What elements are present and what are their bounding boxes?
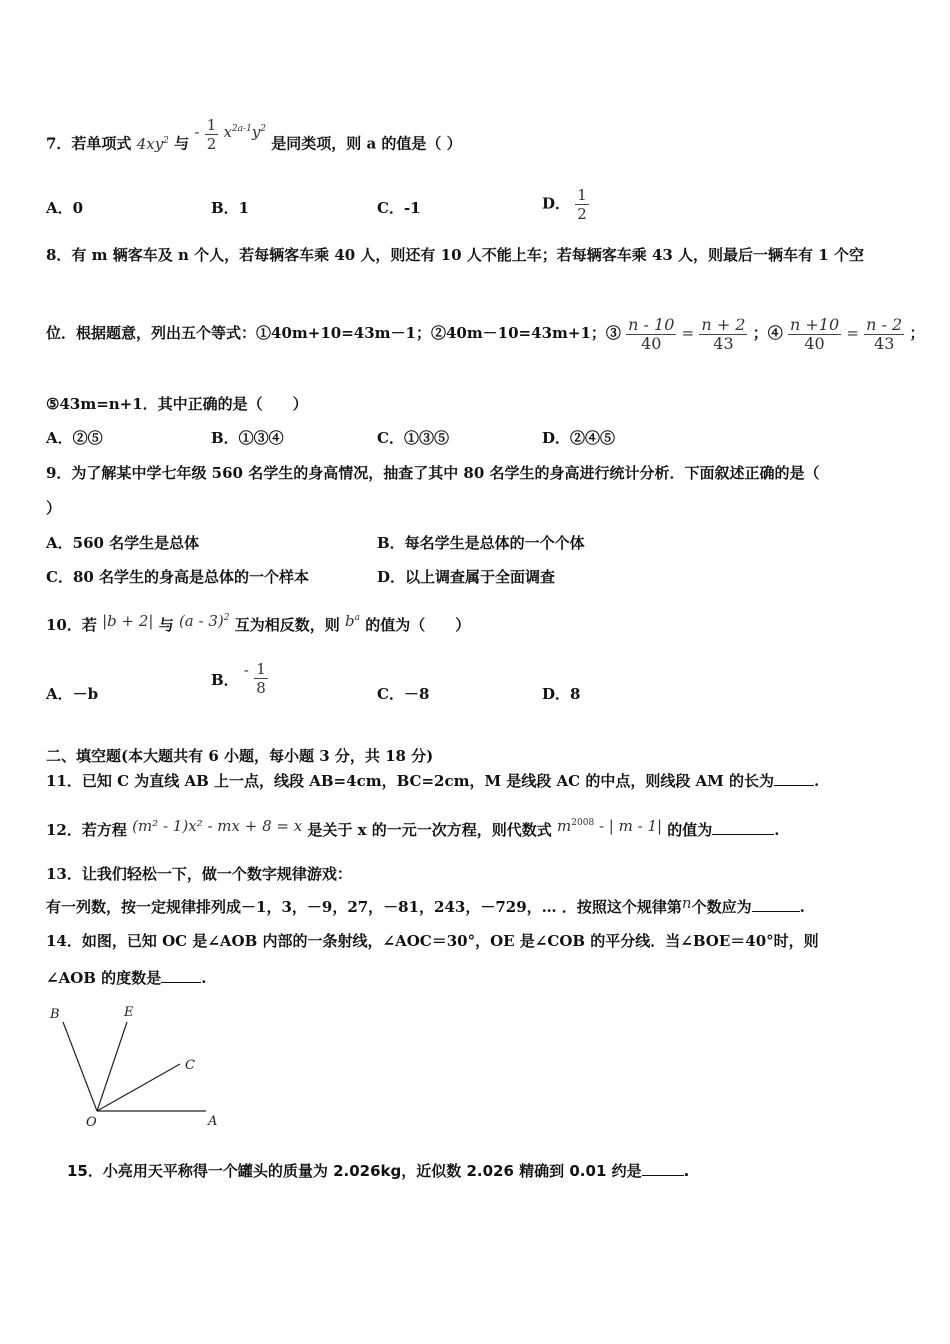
q14-line-2 (46, 968, 206, 988)
label-b: B (50, 1007, 60, 1022)
q7-suffix: 是同类项，则 a 的值是（ ） (271, 134, 462, 153)
q7-prefix: 7．若单项式 (46, 134, 132, 153)
q7-option-d-label: D． (542, 194, 571, 213)
label-c: C (185, 1058, 195, 1073)
question-7 (46, 116, 462, 163)
q9-option-c[interactable]: C．80 名学生的身高是总体的一个样本 (46, 568, 310, 586)
q8-line-2 (46, 308, 924, 358)
q10-square-expr: (a - 3)$^2$ (178, 612, 230, 630)
q8-fraction-1: $\frac{n - 10}{40}$ (628, 314, 675, 353)
q10-option-b[interactable] (211, 662, 268, 699)
q10-option-d[interactable]: D．8 (542, 685, 581, 703)
q7-option-d[interactable] (542, 186, 589, 223)
q8-option-d[interactable]: D．②④⑤ (542, 429, 616, 447)
q10-abs-expr: |b + 2| (102, 612, 154, 630)
q7-option-c[interactable]: C．-1 (377, 199, 421, 217)
q10-option-b-label: B． (211, 670, 239, 689)
q15-text: 15．小亮用天平称得一个罐头的质量为 2.026kg，近似数 2.026 精确到 0.01 约是 (67, 1162, 642, 1180)
q10-prefix: 10．若 (46, 616, 97, 634)
q12-equation: (m² - 1)x² - mx + 8 = x (132, 817, 303, 835)
question-11 (46, 771, 819, 791)
q10-mid: 与 (158, 616, 174, 634)
q14-answer-blank[interactable] (161, 968, 201, 983)
q12-suffix: 的值为 (667, 821, 713, 839)
q15-end: . (683, 1162, 690, 1180)
q7-option-d-fraction: $\frac{1}{2}$ (577, 186, 587, 223)
q9-line-2: ） (46, 499, 62, 517)
q13-answer-blank[interactable] (752, 897, 800, 912)
q12-mid: 是关于 x 的一元一次方程，则代数式 (307, 821, 552, 839)
q14-line-2-text: ∠AOB 的度数是 (46, 969, 162, 987)
q10-option-a[interactable]: A．－b (46, 685, 99, 703)
ray-oe (97, 1022, 127, 1111)
q12-prefix: 12．若方程 (46, 821, 127, 839)
q13-line-1: 13．让我们轻松一下，做一个数字规律游戏： (46, 865, 352, 883)
q15-answer-blank[interactable] (642, 1161, 684, 1176)
q8-option-b[interactable]: B．①③④ (211, 429, 284, 447)
q8-line-2-prefix: 位．根据题意，列出五个等式：①40m+10=43m－1；②40m－10=43m+1；③ (46, 324, 621, 342)
q8-line-1: 8．有 m 辆客车及 n 个人，若每辆客车乘 40 人，则还有 10 人不能上车；若每辆客车乘 43 人，则最后一辆车有 1 个空 (46, 246, 864, 264)
q10-option-c[interactable]: C．－8 (377, 685, 430, 703)
question-15 (67, 1161, 689, 1181)
label-o: O (86, 1115, 97, 1130)
q8-sep: ；④ (752, 324, 783, 342)
q8-fraction-3: $\frac{n +10}{40}$ (789, 314, 840, 353)
q13-line-2-text: 有一列数，按一定规律排列成－1，3，－9，27，－81，243，－729，… ．按照这个规律第 (46, 898, 682, 916)
q8-end: ； (909, 324, 925, 342)
ray-oc (97, 1064, 180, 1111)
q11-answer-blank[interactable] (774, 771, 814, 786)
q13-line-2 (46, 894, 805, 917)
q13-line-2-end: 个数应为 (691, 898, 752, 916)
q9-option-a[interactable]: A．560 名学生是总体 (46, 534, 200, 552)
q9-option-b[interactable]: B．每名学生是总体的一个个体 (377, 534, 585, 552)
ray-ob (63, 1022, 97, 1111)
q7-term2: $x^{2a-1}y^2$ (223, 122, 267, 141)
q13-end: . (799, 898, 805, 916)
q8-fraction-2: $\frac{n + 2}{43}$ (701, 314, 746, 353)
q12-end: . (774, 821, 780, 839)
q11-end: . (814, 772, 820, 790)
q8-line-3: ⑤43m=n+1．其中正确的是（ ） (46, 395, 308, 413)
q12-answer-blank[interactable] (712, 820, 774, 835)
question-10 (46, 612, 470, 635)
q8-equals-2: = (846, 324, 859, 342)
q8-equals-1: = (681, 324, 695, 342)
q8-option-a[interactable]: A．②⑤ (46, 429, 103, 447)
q13-n: n (681, 894, 692, 912)
q14-end: . (201, 969, 207, 987)
question-12 (46, 817, 780, 840)
q8-option-c[interactable]: C．①③⑤ (377, 429, 449, 447)
label-a: A (208, 1114, 218, 1129)
q7-fraction: $\frac{1}{2}$ (206, 116, 217, 153)
q10-mid-2: 互为相反数，则 (234, 616, 340, 634)
q9-option-d[interactable]: D．以上调查属于全面调查 (377, 568, 556, 586)
q14-line-1: 14．如图，已知 OC 是∠AOB 内部的一条射线，∠AOC＝30°，OE 是∠COB 的平分线．当∠BOE＝40°时，则 (46, 932, 819, 950)
label-e: E (124, 1005, 134, 1020)
q10-suffix: 的值为（ ） (365, 616, 471, 634)
section-2-title: 二、填空题(本大题共有 6 小题，每小题 3 分，共 18 分) (46, 747, 434, 765)
q12-expression: $m^{2008}$ - | m - 1| (557, 817, 663, 835)
q11-text: 11．已知 C 为直线 AB 上一点，线段 AB=4cm，BC=2cm，M 是线段 AC 的中点，则线段 AM 的长为 (46, 772, 775, 790)
q8-fraction-4: $\frac{n - 2}{43}$ (866, 314, 903, 353)
q10-power: $b^a$ (344, 612, 360, 630)
q10-option-b-neg: - (243, 660, 249, 679)
q10-option-b-fraction: $\frac{1}{8}$ (256, 660, 266, 697)
angle-diagram (40, 1000, 230, 1135)
q7-mid: 与 (174, 134, 190, 153)
q7-neg-sign: - (194, 122, 200, 141)
q7-term1: $4xy^2$ (136, 134, 169, 153)
q9-line-1: 9．为了解某中学七年级 560 名学生的身高情况，抽查了其中 80 名学生的身高进行统计分析．下面叙述正确的是（ (46, 464, 820, 482)
q7-option-a[interactable]: A．0 (46, 199, 84, 217)
q7-option-b[interactable]: B．1 (211, 199, 250, 217)
